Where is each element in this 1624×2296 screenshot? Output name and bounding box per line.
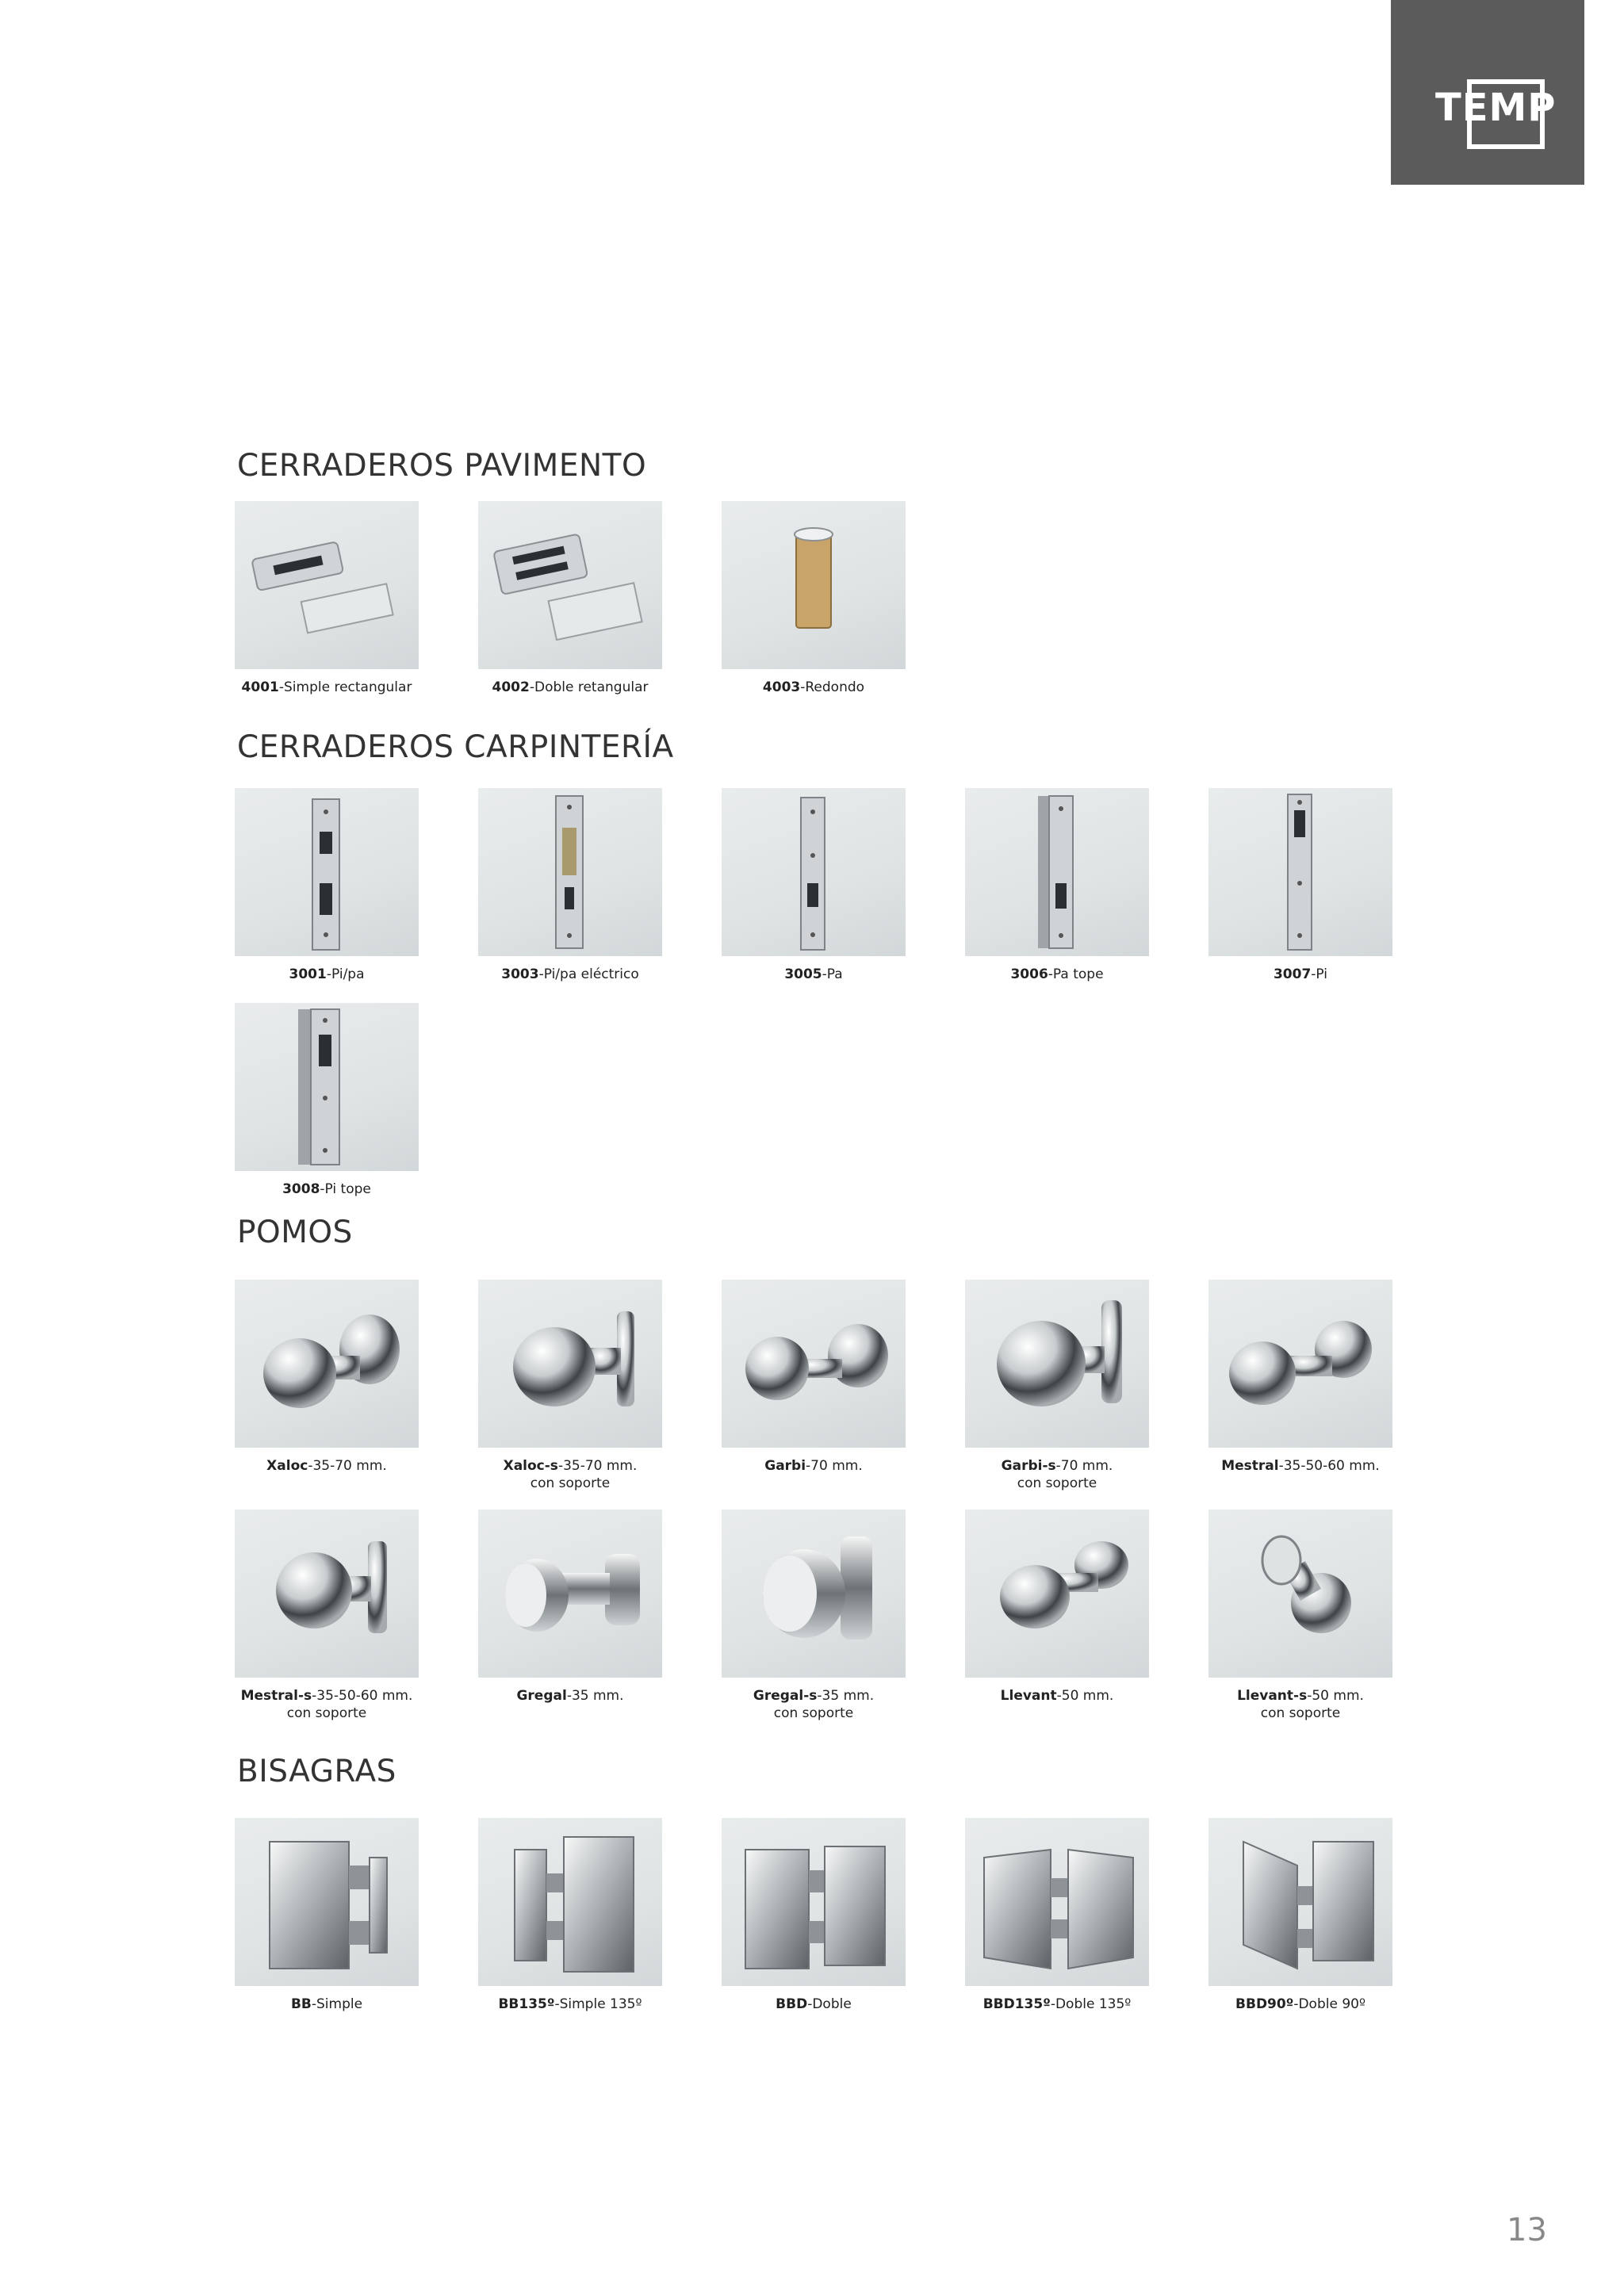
section-title-cerraderos-carpinteria: CERRADEROS CARPINTERÍA: [237, 729, 674, 765]
product-image: [722, 501, 906, 669]
product-image: [235, 501, 419, 669]
logo-text: TEMP: [1435, 86, 1557, 130]
product-caption: Garbi-s-70 mm. con soporte: [1001, 1458, 1113, 1491]
product-card[interactable]: [235, 788, 419, 983]
product-caption: Llevant-s-50 mm. con soporte: [1237, 1688, 1364, 1721]
product-image: [478, 788, 662, 956]
product-image: [722, 1280, 906, 1448]
product-caption: Gregal-35 mm.: [516, 1688, 624, 1704]
product-card[interactable]: [478, 1280, 662, 1492]
product-caption: Mestral-s-35-50-60 mm. con soporte: [240, 1688, 413, 1721]
product-image: [478, 501, 662, 669]
product-card[interactable]: [722, 1818, 906, 2013]
product-image: [1208, 1818, 1392, 1986]
product-image: [722, 1818, 906, 1986]
product-caption: Llevant-50 mm.: [1000, 1688, 1114, 1704]
product-card[interactable]: [478, 1818, 662, 2013]
product-caption: BB-Simple: [290, 1996, 363, 2012]
product-card[interactable]: [965, 1510, 1149, 1705]
product-caption: 3007-Pi: [1273, 966, 1328, 982]
brand-logo: [1391, 0, 1584, 185]
product-image: [478, 1280, 662, 1448]
product-card[interactable]: [1208, 1818, 1392, 2013]
product-image: [235, 788, 419, 956]
product-caption: Xaloc-s-35-70 mm. con soporte: [503, 1458, 638, 1491]
product-card[interactable]: [235, 1818, 419, 2013]
product-caption: BBD90º-Doble 90º: [1235, 1996, 1365, 2012]
section-title-bisagras: BISAGRAS: [237, 1754, 396, 1789]
product-caption: Garbi-70 mm.: [764, 1458, 863, 1474]
product-card[interactable]: [722, 788, 906, 983]
product-image: [965, 1280, 1149, 1448]
product-caption: BBD135º-Doble 135º: [982, 1996, 1132, 2012]
product-card[interactable]: [965, 788, 1149, 983]
product-caption: 4002-Doble retangular: [492, 679, 649, 695]
product-card[interactable]: [478, 1510, 662, 1705]
product-card[interactable]: [478, 501, 662, 696]
product-card[interactable]: [722, 1280, 906, 1475]
product-card[interactable]: [235, 1510, 419, 1722]
product-image: [1208, 1280, 1392, 1448]
product-card[interactable]: [478, 788, 662, 983]
section-title-pomos: POMOS: [237, 1215, 353, 1250]
product-caption: Xaloc-35-70 mm.: [266, 1458, 387, 1474]
product-image: [478, 1818, 662, 1986]
product-image: [478, 1510, 662, 1678]
product-image: [965, 788, 1149, 956]
product-image: [722, 788, 906, 956]
product-image: [965, 1818, 1149, 1986]
product-image: [235, 1818, 419, 1986]
product-caption: 4001-Simple rectangular: [241, 679, 412, 695]
product-image: [235, 1510, 419, 1678]
product-card[interactable]: [235, 501, 419, 696]
product-card[interactable]: [722, 1510, 906, 1722]
product-image: [235, 1003, 419, 1171]
product-image: [1208, 788, 1392, 956]
product-caption: Gregal-s-35 mm. con soporte: [753, 1688, 875, 1721]
product-card[interactable]: [235, 1003, 419, 1198]
product-card[interactable]: [722, 501, 906, 696]
product-card[interactable]: [1208, 1280, 1392, 1475]
product-image: [1208, 1510, 1392, 1678]
product-card[interactable]: [235, 1280, 419, 1475]
product-caption: BB135º-Simple 135º: [498, 1996, 642, 2012]
product-caption: BBD-Doble: [776, 1996, 852, 2012]
product-image: [965, 1510, 1149, 1678]
product-caption: 4003-Redondo: [762, 679, 865, 695]
product-image: [722, 1510, 906, 1678]
product-card[interactable]: [965, 1818, 1149, 2013]
product-caption: Mestral-35-50-60 mm.: [1221, 1458, 1380, 1474]
product-caption: 3006-Pa tope: [1010, 966, 1104, 982]
product-card[interactable]: [1208, 788, 1392, 983]
page-number: 13: [1507, 2212, 1547, 2248]
product-card[interactable]: [965, 1280, 1149, 1492]
product-image: [235, 1280, 419, 1448]
product-caption: 3003-Pi/pa eléctrico: [501, 966, 639, 982]
product-card[interactable]: [1208, 1510, 1392, 1722]
product-caption: 3001-Pi/pa: [289, 966, 365, 982]
section-title-cerraderos-pavimento: CERRADEROS PAVIMENTO: [237, 448, 647, 484]
product-caption: 3008-Pi tope: [282, 1181, 371, 1197]
product-caption: 3005-Pa: [784, 966, 843, 982]
